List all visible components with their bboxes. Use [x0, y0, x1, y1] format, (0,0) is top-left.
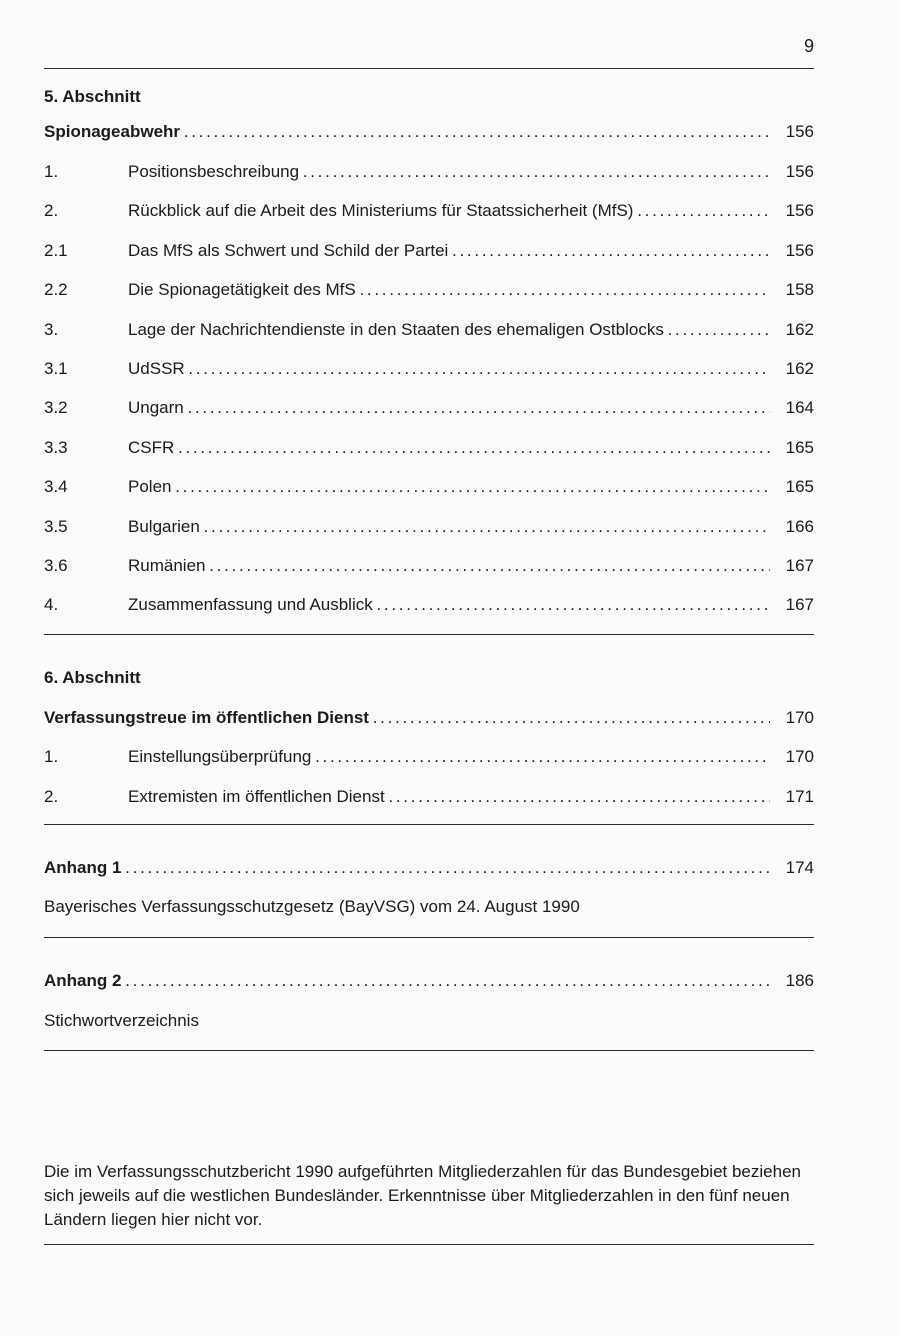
toc-entry[interactable] [44, 554, 814, 578]
toc-entry-title: Rückblick auf die Arbeit des Ministeriums für Staatssicherheit (MfS) [128, 201, 634, 221]
section5-title-row[interactable] [44, 120, 814, 144]
toc-entry-page: 166 [785, 516, 814, 536]
toc-entry[interactable] [44, 278, 814, 302]
toc-entry-page: 170 [785, 747, 814, 766]
toc-entry-page: 156 [785, 201, 814, 221]
section6-title-page: 170 [785, 708, 814, 727]
toc-entry[interactable] [44, 745, 814, 769]
toc-entry-number: 1. [44, 747, 59, 766]
toc-entry-title: Bulgarien [128, 516, 200, 536]
footnote-text: Die im Verfassungsschutzbericht 1990 aufgeführten Mitgliederzahlen für das Bundesgebiet beziehen sich jeweils auf die westlichen Bundesländer. Erkenntnisse über Mitgliederzahlen in den fünf neuen Ländern liegen hier nicht vor. [44, 1162, 801, 1229]
toc-entry[interactable] [44, 160, 814, 184]
toc-entry-number: 3. [44, 319, 59, 339]
toc-entry[interactable] [44, 436, 814, 460]
toc-entry[interactable] [44, 593, 814, 617]
section5-heading: 5. Abschnitt [44, 87, 141, 106]
toc-entry[interactable] [44, 785, 814, 809]
appendix1-description: Bayerisches Verfassungsschutzgesetz (BayVSG) vom 24. August 1990 [44, 897, 580, 916]
toc-entry-page: 167 [785, 556, 814, 575]
toc-entry[interactable] [44, 199, 814, 223]
toc-entry-title: Die Spionagetätigkeit des MfS [128, 280, 356, 300]
section5-title: Spionageabwehr [44, 122, 181, 141]
toc-entry-page: 162 [785, 359, 814, 378]
toc-entry-page: 156 [785, 162, 814, 181]
toc-entry-title: Positionsbeschreibung [128, 162, 300, 181]
toc-entry-title: CSFR [128, 437, 175, 457]
toc-entry-page: 156 [785, 240, 814, 260]
toc-entry-page: 165 [785, 477, 814, 497]
top-rule [44, 68, 814, 69]
appendix1-row[interactable] [44, 856, 814, 880]
toc-entry-number: 2.2 [44, 280, 68, 300]
toc-entry-number: 3.4 [44, 477, 68, 497]
toc-entry-title: Das MfS als Schwert und Schild der Partei [128, 240, 449, 260]
toc-entry-number: 2.1 [44, 240, 68, 260]
section5-end-rule [44, 634, 814, 635]
toc-entry-number: 1. [44, 162, 59, 181]
page-number: 9 [803, 36, 814, 56]
toc-entry[interactable] [44, 515, 814, 539]
toc-entry[interactable] [44, 239, 814, 263]
toc-entry-title: Zusammenfassung und Ausblick [128, 595, 373, 615]
appendix2-page: 186 [785, 971, 814, 990]
toc-entry-page: 167 [785, 595, 814, 615]
appendix1-end-rule [44, 937, 814, 938]
section6-heading: 6. Abschnitt [44, 668, 141, 687]
toc-entry-page: 164 [785, 398, 814, 418]
toc-entry-page: 158 [785, 280, 814, 300]
toc-entry-number: 3.6 [44, 556, 68, 575]
toc-entry-page: 165 [785, 437, 814, 457]
appendix2-title: Anhang 2 [44, 971, 122, 990]
appendix1-title: Anhang 1 [44, 858, 122, 877]
section6-title-row[interactable] [44, 706, 814, 730]
toc-entry-number: 3.5 [44, 516, 68, 536]
toc-entry-title: Einstellungsüberprüfung [128, 747, 312, 766]
toc-entry-number: 3.3 [44, 437, 68, 457]
section6-end-rule [44, 824, 814, 825]
toc-entry-title: Lage der Nachrichtendienste in den Staaten des ehemaligen Ostblocks [128, 319, 664, 339]
section6-title: Verfassungstreue im öffentlichen Dienst [44, 708, 369, 727]
toc-entry-title: UdSSR [128, 359, 185, 378]
appendix2-row[interactable] [44, 969, 814, 993]
bottom-rule [44, 1244, 814, 1245]
toc-entry-page: 162 [785, 319, 814, 339]
toc-entry-number: 4. [44, 595, 59, 615]
toc-entry-number: 3.1 [44, 359, 68, 378]
toc-entry[interactable] [44, 357, 814, 381]
toc-entry-title: Ungarn [128, 398, 184, 418]
toc-entry[interactable] [44, 396, 814, 420]
toc-entry[interactable] [44, 318, 814, 342]
toc-entry-page: 171 [785, 786, 814, 806]
toc-entry-number: 2. [44, 786, 59, 806]
toc-entry-title: Extremisten im öffentlichen Dienst [128, 786, 385, 806]
toc-entry-title: Polen [128, 477, 172, 497]
toc-entry-title: Rumänien [128, 556, 206, 575]
toc-entry-number: 3.2 [44, 398, 68, 418]
appendix2-end-rule [44, 1050, 814, 1051]
toc-entry[interactable] [44, 475, 814, 499]
toc-entry-number: 2. [44, 201, 59, 221]
appendix1-page: 174 [785, 858, 814, 877]
section5-title-page: 156 [785, 122, 814, 141]
appendix2-description: Stichwortverzeichnis [44, 1011, 199, 1030]
